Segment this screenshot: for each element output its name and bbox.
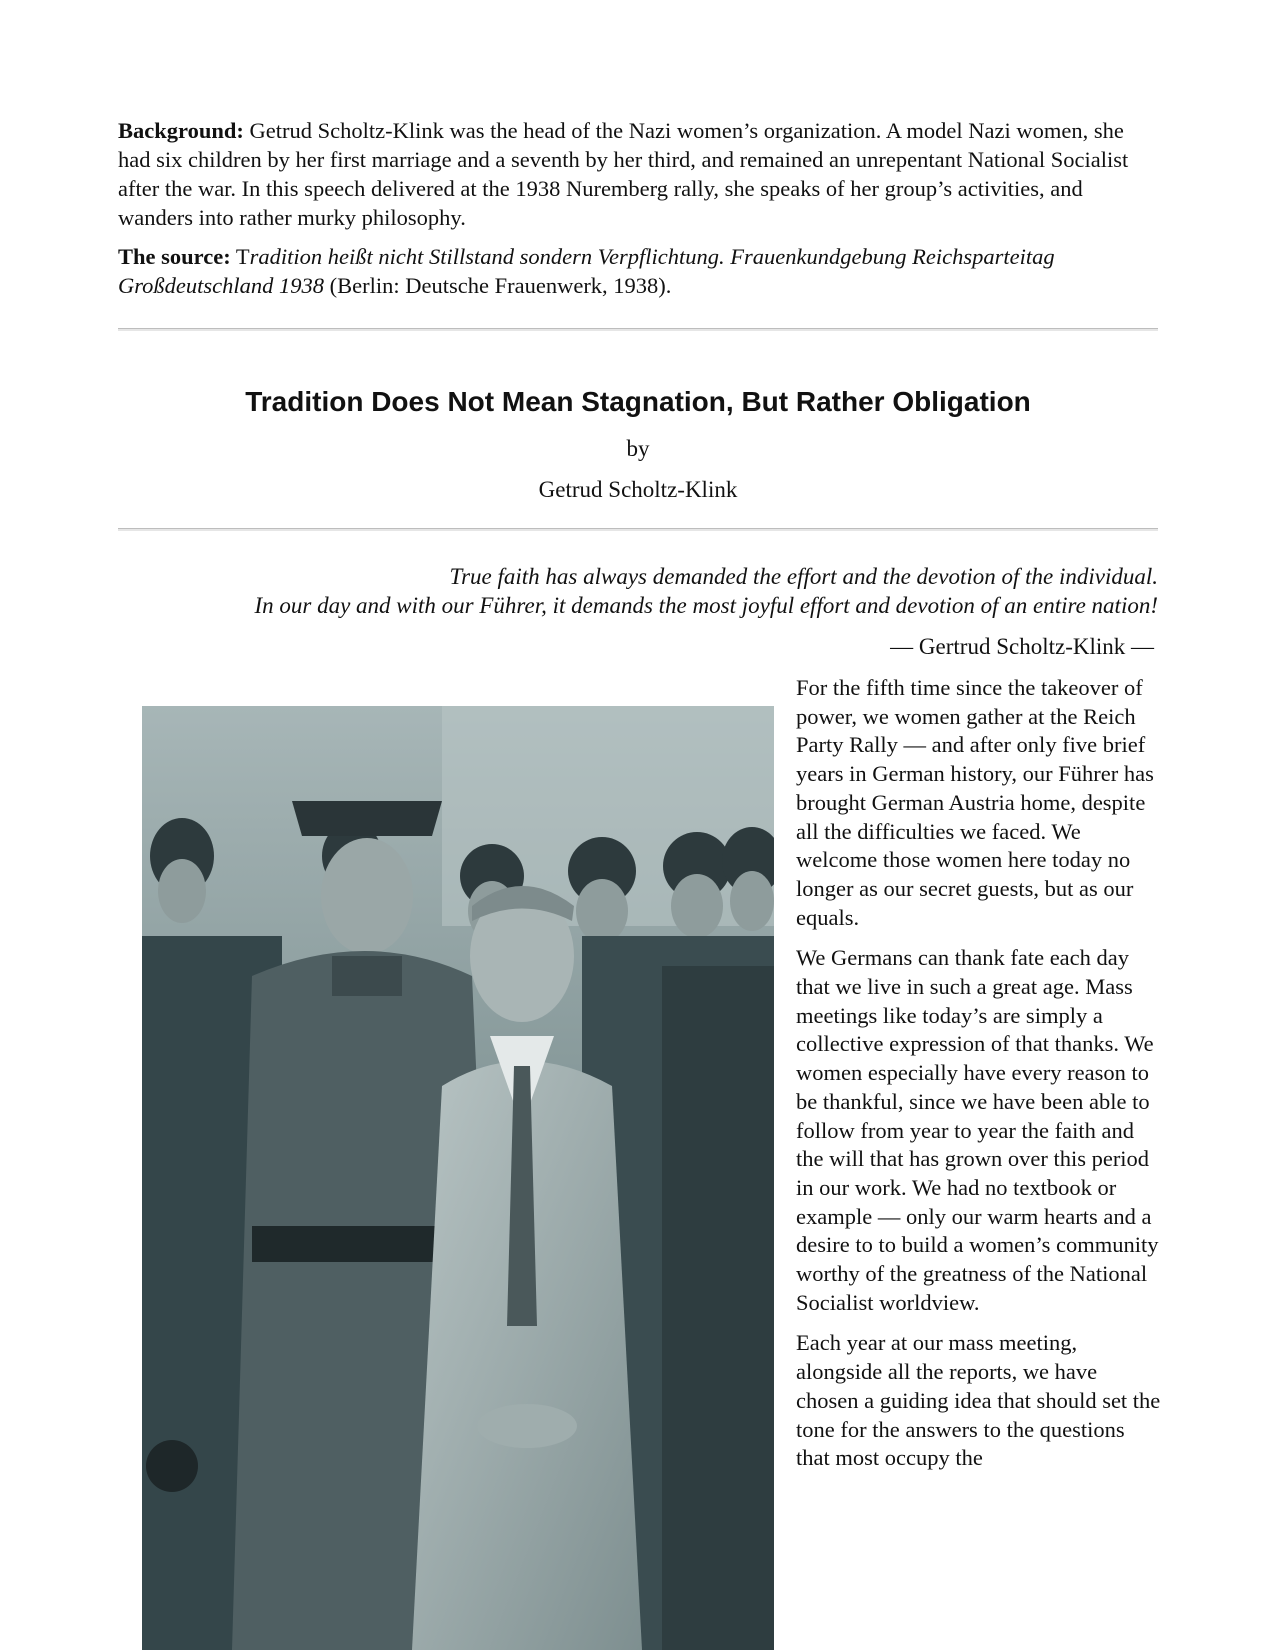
body-paragraph: Each year at our mass meeting, alongside all the reports, we have chosen a guiding idea that should set the tone for the answers to the questions that most occupy the (796, 1330, 1161, 1471)
article-title: Tradition Does Not Mean Stagnation, But Rather Obligation (245, 386, 1031, 417)
background-paragraph (118, 116, 1158, 232)
source-publication: (Berlin: Deutsche Frauenwerk, 1938). (324, 273, 672, 298)
divider-bottom (118, 528, 1158, 531)
source-paragraph (118, 242, 1158, 300)
epigraph-attribution: — Gertrud Scholtz-Klink — (890, 634, 1154, 659)
background-text: Getrud Scholtz-Klink was the head of the Nazi women’s organization. A model Nazi women, she had six children by her first marriage and a seventh by her third, and remained an unrepentant National Socialist after the war. In this speech delivered at the 1938 Nuremberg rally, she speaks of her group’s activities, and wanders into rather murky philosophy. (118, 118, 1129, 230)
source-title-initial: T (230, 244, 250, 269)
byline-author: Getrud Scholtz-Klink (538, 477, 738, 502)
epigraph-line-1: True faith has always demanded the effort and the devotion of the individual. (449, 564, 1158, 589)
intro-section (118, 116, 1158, 310)
epigraph-line-2: In our day and with our Führer, it demands the most joyful effort and devotion of an entire nation! (254, 593, 1158, 618)
source-label: The source: (118, 244, 231, 269)
article-body (796, 674, 1162, 1485)
source-title: radition heißt nicht Stillstand sondern Verpflichtung. Frauenkundgebung Reichsparteitag Großdeutschland 1938 (118, 244, 1055, 298)
epigraph (118, 562, 1158, 620)
photo-illustration (142, 706, 774, 1650)
divider-top (118, 328, 1158, 331)
body-paragraph: We Germans can thank fate each day that we live in such a great age. Mass meetings like today’s are simply a collective expression of that thanks. We women especially have every reason to be thankful, since we have been able to follow from year to year the faith and the will that has grown over this period in our work. We had no textbook or example — only our warm hearts and a desire to to build a women’s community worthy of the greatness of the National Socialist worldview. (796, 945, 1159, 1315)
body-paragraph: For the fifth time since the takeover of power, we women gather at the Reich Party Rally — and after only five brief years in German history, our Führer has brought German Austria home, despite all the difficulties we faced. We welcome those women here today no longer as our secret guests, but as our equals. (796, 675, 1154, 930)
historical-photo (142, 706, 774, 1650)
background-label: Background: (118, 118, 244, 143)
byline-by: by (626, 436, 650, 461)
